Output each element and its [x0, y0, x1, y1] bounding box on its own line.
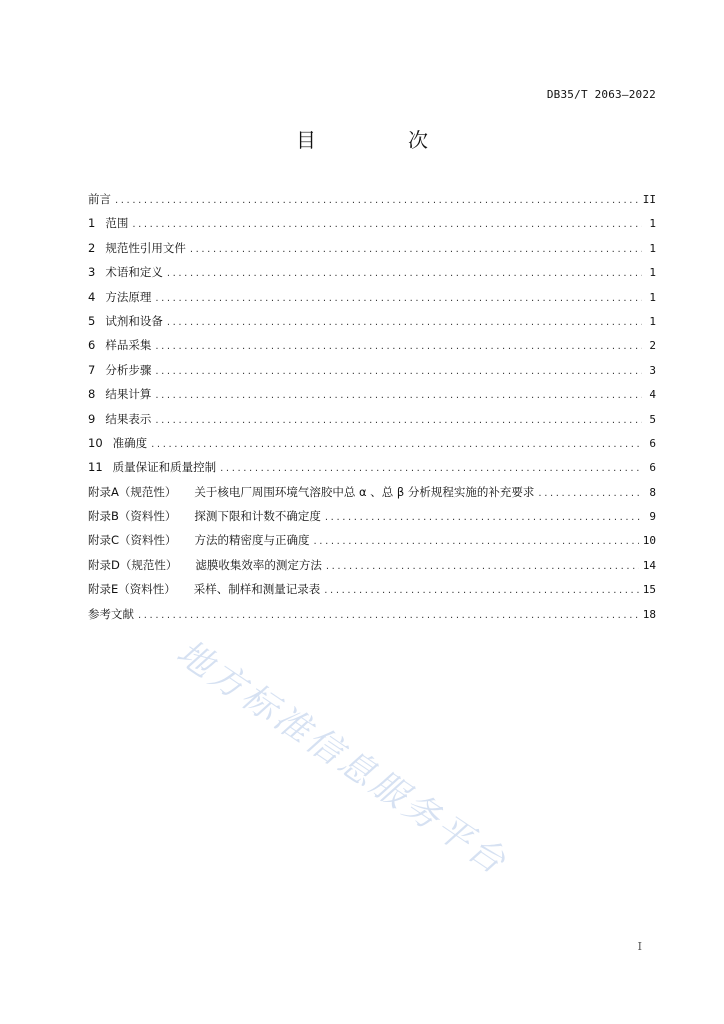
leader-dots [138, 604, 639, 626]
toc-entry-title: 结果表示 [105, 411, 152, 426]
toc-entry-title: 质量保证和质量控制 [112, 460, 217, 475]
toc-entry-page: 14 [642, 558, 656, 572]
toc-entry-number: 附录E（资料性） [88, 582, 176, 597]
toc-entry-page: 2 [649, 339, 656, 353]
toc-entry-calculation[interactable] [88, 382, 656, 406]
toc-entry-terms[interactable] [88, 260, 656, 284]
toc-entry-quality[interactable] [88, 455, 656, 479]
toc-entry-foreword[interactable] [88, 187, 656, 211]
toc-entry-label [88, 407, 151, 431]
toc-entry-title: 分析步骤 [105, 362, 152, 377]
toc-entry-annex-a[interactable] [88, 480, 656, 504]
toc-entry-page: 3 [649, 363, 656, 377]
toc-entry-label [88, 431, 147, 455]
toc-entry-page: 18 [642, 607, 656, 621]
toc-entry-title: 结果计算 [105, 387, 152, 402]
toc-entry-annex-c[interactable] [88, 528, 656, 552]
toc-entry-number: 附录C（资料性） [88, 533, 177, 548]
toc-entry-title: 范围 [105, 216, 129, 231]
toc-entry-label [88, 528, 310, 552]
toc-entry-title: 准确度 [112, 435, 148, 450]
leader-dots [190, 238, 642, 260]
toc-entry-number: 附录B（资料性） [88, 509, 177, 524]
toc-entry-expression[interactable] [88, 407, 656, 431]
toc-entry-annex-e[interactable] [88, 577, 656, 601]
toc-entry-page: 8 [649, 485, 656, 499]
toc-entry-reagents[interactable] [88, 309, 656, 333]
toc-entry-accuracy[interactable] [88, 431, 656, 455]
leader-dots [155, 360, 642, 382]
toc-entry-page: 15 [642, 583, 656, 597]
toc-entry-title: 方法原理 [105, 289, 152, 304]
toc-entry-title: 前言 [88, 192, 111, 206]
leader-dots [115, 189, 639, 211]
toc-entry-page: 1 [649, 266, 656, 280]
toc-entry-number: 附录A（规范性） [88, 484, 177, 499]
table-of-contents [88, 187, 656, 626]
toc-entry-label [88, 577, 320, 601]
toc-entry-label [88, 358, 151, 382]
toc-entry-title: 试剂和设备 [105, 313, 163, 328]
leader-dots [167, 311, 642, 333]
toc-entry-title: 滤膜收集效率的测定方法 [195, 557, 322, 572]
leader-dots [220, 457, 642, 479]
toc-entry-number: 10 [88, 435, 103, 450]
watermark: 地方标准信息服务平台 [169, 632, 515, 884]
toc-entry-title: 关于核电厂周围环境气溶胶中总 α 、总 β 分析规程实施的补充要求 [194, 484, 535, 499]
leader-dots [167, 262, 642, 284]
leader-dots [155, 384, 642, 406]
toc-entry-label [88, 211, 128, 235]
toc-entry-annex-b[interactable] [88, 504, 656, 528]
toc-entry-page: 9 [649, 510, 656, 524]
toc-entry-page: 1 [649, 314, 656, 328]
leader-dots [538, 482, 642, 504]
toc-entry-title: 采样、制样和测量记录表 [193, 582, 321, 597]
toc-entry-page: 1 [649, 241, 656, 255]
toc-entry-title: 探测下限和计数不确定度 [194, 509, 321, 524]
toc-entry-label [88, 480, 534, 504]
toc-entry-title: 术语和定义 [105, 265, 163, 280]
page-number: I [637, 940, 642, 953]
toc-entry-procedure[interactable] [88, 358, 656, 382]
toc-entry-label [88, 309, 163, 333]
toc-entry-number: 6 [88, 338, 96, 353]
toc-entry-page: 6 [649, 436, 656, 450]
toc-entry-title: 参考文献 [88, 606, 134, 621]
leader-dots [155, 409, 642, 431]
toc-entry-bibliography[interactable] [88, 602, 656, 626]
toc-entry-annex-d[interactable] [88, 553, 656, 577]
toc-entry-normative-references[interactable] [88, 236, 656, 260]
toc-entry-label [88, 382, 151, 406]
toc-entry-title: 样品采集 [105, 338, 152, 353]
toc-entry-label [88, 260, 163, 284]
toc-entry-scope[interactable] [88, 211, 656, 235]
toc-entry-label [88, 285, 151, 309]
toc-entry-page: 5 [649, 412, 656, 426]
toc-entry-number: 8 [88, 387, 96, 402]
leader-dots [151, 433, 642, 455]
toc-entry-number: 11 [88, 460, 103, 475]
toc-entry-principle[interactable] [88, 285, 656, 309]
toc-entry-label [88, 602, 134, 626]
toc-entry-number: 9 [88, 411, 96, 426]
toc-entry-number: 附录D（规范性） [88, 557, 178, 572]
toc-entry-number: 4 [88, 289, 96, 304]
leader-dots [326, 555, 639, 577]
toc-entry-label [88, 553, 322, 577]
toc-entry-title: 规范性引用文件 [105, 240, 186, 255]
leader-dots [132, 213, 642, 235]
leader-dots [324, 579, 638, 601]
toc-entry-page: 10 [642, 534, 656, 548]
toc-entry-number: 7 [88, 362, 96, 377]
toc-entry-number: 3 [88, 265, 96, 280]
toc-entry-label [88, 333, 151, 357]
toc-entry-number: 5 [88, 313, 96, 328]
toc-entry-label [88, 236, 186, 260]
leader-dots [155, 287, 642, 309]
toc-entry-page: 1 [649, 217, 656, 231]
standard-code: DB35/T 2063—2022 [546, 88, 656, 101]
toc-entry-page: 4 [649, 388, 656, 402]
leader-dots [325, 506, 642, 528]
leader-dots [314, 530, 639, 552]
toc-entry-label [88, 455, 216, 479]
toc-entry-sampling[interactable] [88, 333, 656, 357]
toc-entry-page: II [642, 193, 656, 206]
leader-dots [155, 335, 642, 357]
toc-entry-page: 1 [649, 290, 656, 304]
toc-entry-page: 6 [649, 461, 656, 475]
page-title: 目 次 [296, 128, 464, 152]
toc-entry-title: 方法的精密度与正确度 [194, 533, 310, 548]
toc-entry-label [88, 187, 111, 211]
toc-entry-number: 1 [88, 216, 96, 231]
toc-entry-label [88, 504, 321, 528]
toc-entry-number: 2 [88, 240, 96, 255]
